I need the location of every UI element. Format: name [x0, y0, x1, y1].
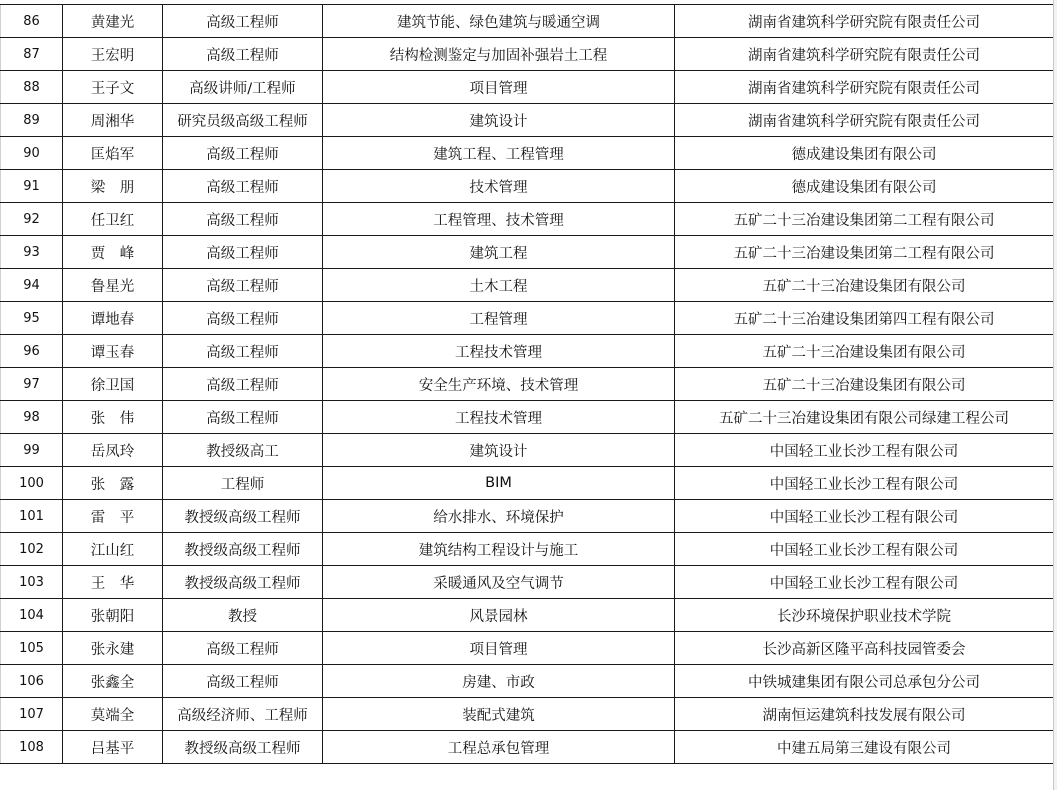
- cell-organization[interactable]: 湖南省建筑科学研究院有限责任公司: [675, 71, 1054, 104]
- cell-name[interactable]: 莫端全: [63, 698, 163, 731]
- table-row: [1, 665, 1054, 698]
- cell-specialty[interactable]: 项目管理: [323, 632, 675, 665]
- cell-specialty[interactable]: 采暖通风及空气调节: [323, 566, 675, 599]
- cell-title[interactable]: 高级工程师: [163, 302, 323, 335]
- cell-specialty[interactable]: 技术管理: [323, 170, 675, 203]
- table-row: [1, 137, 1054, 170]
- cell-name[interactable]: 张朝阳: [63, 599, 163, 632]
- cell-organization[interactable]: 五矿二十三冶建设集团有限公司: [675, 269, 1054, 302]
- cell-number[interactable]: 106: [1, 665, 63, 698]
- cell-number[interactable]: 98: [1, 401, 63, 434]
- cell-specialty[interactable]: 土木工程: [323, 269, 675, 302]
- cell-name[interactable]: 鲁星光: [63, 269, 163, 302]
- table-row: [1, 566, 1054, 599]
- cell-specialty[interactable]: 建筑设计: [323, 434, 675, 467]
- cell-specialty[interactable]: 房建、市政: [323, 665, 675, 698]
- cell-name[interactable]: 王子文: [63, 71, 163, 104]
- cell-name[interactable]: 王宏明: [63, 38, 163, 71]
- table-row: [1, 269, 1054, 302]
- table-row: [1, 368, 1054, 401]
- cell-name[interactable]: 王 华: [63, 566, 163, 599]
- cell-name[interactable]: 吕基平: [63, 731, 163, 764]
- cell-title[interactable]: 教授级高级工程师: [163, 566, 323, 599]
- cell-specialty[interactable]: 安全生产环境、技术管理: [323, 368, 675, 401]
- cell-specialty[interactable]: 给水排水、环境保护: [323, 500, 675, 533]
- cell-specialty[interactable]: 建筑工程、工程管理: [323, 137, 675, 170]
- cell-number[interactable]: 103: [1, 566, 63, 599]
- cell-name[interactable]: 贾 峰: [63, 236, 163, 269]
- cell-name[interactable]: 张鑫全: [63, 665, 163, 698]
- cell-organization[interactable]: 长沙高新区隆平高科技园管委会: [675, 632, 1054, 665]
- cell-title[interactable]: 研究员级高级工程师: [163, 104, 323, 137]
- table-row: [1, 467, 1054, 500]
- cell-organization[interactable]: 中国轻工业长沙工程有限公司: [675, 500, 1054, 533]
- cell-number[interactable]: 97: [1, 368, 63, 401]
- cell-number[interactable]: 91: [1, 170, 63, 203]
- cell-number[interactable]: 102: [1, 533, 63, 566]
- table-row: [1, 500, 1054, 533]
- cell-organization[interactable]: 中国轻工业长沙工程有限公司: [675, 467, 1054, 500]
- cell-organization[interactable]: 中建五局第三建设有限公司: [675, 731, 1054, 764]
- cell-title[interactable]: 高级工程师: [163, 203, 323, 236]
- table-row: [1, 731, 1054, 764]
- cell-name[interactable]: 谭玉春: [63, 335, 163, 368]
- cell-number[interactable]: 93: [1, 236, 63, 269]
- cell-title[interactable]: 高级工程师: [163, 632, 323, 665]
- expert-table-body: [1, 5, 1054, 764]
- cell-number[interactable]: 95: [1, 302, 63, 335]
- cell-title[interactable]: 高级工程师: [163, 38, 323, 71]
- cell-specialty[interactable]: 工程技术管理: [323, 335, 675, 368]
- cell-specialty[interactable]: 建筑结构工程设计与施工: [323, 533, 675, 566]
- cell-name[interactable]: 黄建光: [63, 5, 163, 38]
- table-row: [1, 698, 1054, 731]
- cell-organization[interactable]: 湖南省建筑科学研究院有限责任公司: [675, 104, 1054, 137]
- cell-title[interactable]: 高级工程师: [163, 401, 323, 434]
- sheet-right-edge: [1053, 0, 1057, 790]
- cell-organization[interactable]: 德成建设集团有限公司: [675, 170, 1054, 203]
- cell-title[interactable]: 高级工程师: [163, 269, 323, 302]
- cell-name[interactable]: 匡焰军: [63, 137, 163, 170]
- cell-organization[interactable]: 中铁城建集团有限公司总承包分公司: [675, 665, 1054, 698]
- cell-title[interactable]: 教授级高级工程师: [163, 500, 323, 533]
- table-row: [1, 335, 1054, 368]
- cell-title[interactable]: 高级工程师: [163, 5, 323, 38]
- cell-organization[interactable]: 湖南省建筑科学研究院有限责任公司: [675, 5, 1054, 38]
- cell-name[interactable]: 周湘华: [63, 104, 163, 137]
- cell-title[interactable]: 教授: [163, 599, 323, 632]
- cell-number[interactable]: 107: [1, 698, 63, 731]
- cell-number[interactable]: 105: [1, 632, 63, 665]
- cell-title[interactable]: 教授级高级工程师: [163, 533, 323, 566]
- cell-number[interactable]: 92: [1, 203, 63, 236]
- cell-organization[interactable]: 五矿二十三冶建设集团有限公司: [675, 335, 1054, 368]
- cell-number[interactable]: 101: [1, 500, 63, 533]
- table-row: [1, 302, 1054, 335]
- cell-organization[interactable]: 五矿二十三冶建设集团有限公司绿建工程公司: [675, 401, 1054, 434]
- cell-organization[interactable]: 中国轻工业长沙工程有限公司: [675, 434, 1054, 467]
- cell-name[interactable]: 江山红: [63, 533, 163, 566]
- cell-number[interactable]: 104: [1, 599, 63, 632]
- table-row: [1, 5, 1054, 38]
- table-row: [1, 71, 1054, 104]
- cell-organization[interactable]: 五矿二十三冶建设集团第二工程有限公司: [675, 236, 1054, 269]
- cell-number[interactable]: 89: [1, 104, 63, 137]
- table-row: [1, 632, 1054, 665]
- cell-specialty[interactable]: 工程总承包管理: [323, 731, 675, 764]
- cell-number[interactable]: 90: [1, 137, 63, 170]
- table-row: [1, 434, 1054, 467]
- cell-specialty[interactable]: 建筑工程: [323, 236, 675, 269]
- cell-name[interactable]: 张 伟: [63, 401, 163, 434]
- cell-name[interactable]: 岳凤玲: [63, 434, 163, 467]
- cell-organization[interactable]: 五矿二十三冶建设集团第二工程有限公司: [675, 203, 1054, 236]
- cell-specialty[interactable]: 风景园林: [323, 599, 675, 632]
- expert-table: [0, 4, 1054, 764]
- cell-number[interactable]: 96: [1, 335, 63, 368]
- cell-title[interactable]: 高级工程师: [163, 170, 323, 203]
- cell-title[interactable]: 高级工程师: [163, 137, 323, 170]
- cell-number[interactable]: 100: [1, 467, 63, 500]
- cell-name[interactable]: 张永建: [63, 632, 163, 665]
- cell-number[interactable]: 108: [1, 731, 63, 764]
- cell-organization[interactable]: 五矿二十三冶建设集团有限公司: [675, 368, 1054, 401]
- table-row: [1, 599, 1054, 632]
- cell-number[interactable]: 87: [1, 38, 63, 71]
- cell-name[interactable]: 雷 平: [63, 500, 163, 533]
- cell-name[interactable]: 任卫红: [63, 203, 163, 236]
- cell-organization[interactable]: 德成建设集团有限公司: [675, 137, 1054, 170]
- cell-title[interactable]: 教授级高工: [163, 434, 323, 467]
- cell-title[interactable]: 高级工程师: [163, 665, 323, 698]
- cell-specialty[interactable]: 工程管理: [323, 302, 675, 335]
- table-row: [1, 170, 1054, 203]
- cell-number[interactable]: 86: [1, 5, 63, 38]
- cell-organization[interactable]: 五矿二十三冶建设集团第四工程有限公司: [675, 302, 1054, 335]
- cell-specialty[interactable]: 工程管理、技术管理: [323, 203, 675, 236]
- cell-specialty[interactable]: 工程技术管理: [323, 401, 675, 434]
- cell-name[interactable]: 梁 朋: [63, 170, 163, 203]
- cell-title[interactable]: 高级工程师: [163, 335, 323, 368]
- cell-specialty[interactable]: 项目管理: [323, 71, 675, 104]
- cell-number[interactable]: 94: [1, 269, 63, 302]
- cell-title[interactable]: 高级讲师/工程师: [163, 71, 323, 104]
- cell-organization[interactable]: 湖南恒运建筑科技发展有限公司: [675, 698, 1054, 731]
- cell-title[interactable]: 高级工程师: [163, 368, 323, 401]
- cell-specialty[interactable]: 结构检测鉴定与加固补强岩土工程: [323, 38, 675, 71]
- table-row: [1, 38, 1054, 71]
- cell-organization[interactable]: 中国轻工业长沙工程有限公司: [675, 533, 1054, 566]
- table-row: [1, 203, 1054, 236]
- cell-organization[interactable]: 长沙环境保护职业技术学院: [675, 599, 1054, 632]
- cell-title[interactable]: 高级工程师: [163, 236, 323, 269]
- cell-title[interactable]: 教授级高级工程师: [163, 731, 323, 764]
- cell-specialty[interactable]: BIM: [323, 467, 675, 500]
- cell-specialty[interactable]: 装配式建筑: [323, 698, 675, 731]
- cell-specialty[interactable]: 建筑设计: [323, 104, 675, 137]
- cell-organization[interactable]: 湖南省建筑科学研究院有限责任公司: [675, 38, 1054, 71]
- cell-name[interactable]: 张 露: [63, 467, 163, 500]
- cell-name[interactable]: 谭地春: [63, 302, 163, 335]
- cell-title[interactable]: 工程师: [163, 467, 323, 500]
- table-row: [1, 533, 1054, 566]
- cell-organization[interactable]: 中国轻工业长沙工程有限公司: [675, 566, 1054, 599]
- cell-number[interactable]: 88: [1, 71, 63, 104]
- table-row: [1, 236, 1054, 269]
- cell-title[interactable]: 高级经济师、工程师: [163, 698, 323, 731]
- cell-specialty[interactable]: 建筑节能、绿色建筑与暖通空调: [323, 5, 675, 38]
- cell-number[interactable]: 99: [1, 434, 63, 467]
- table-row: [1, 401, 1054, 434]
- table-row: [1, 104, 1054, 137]
- cell-name[interactable]: 徐卫国: [63, 368, 163, 401]
